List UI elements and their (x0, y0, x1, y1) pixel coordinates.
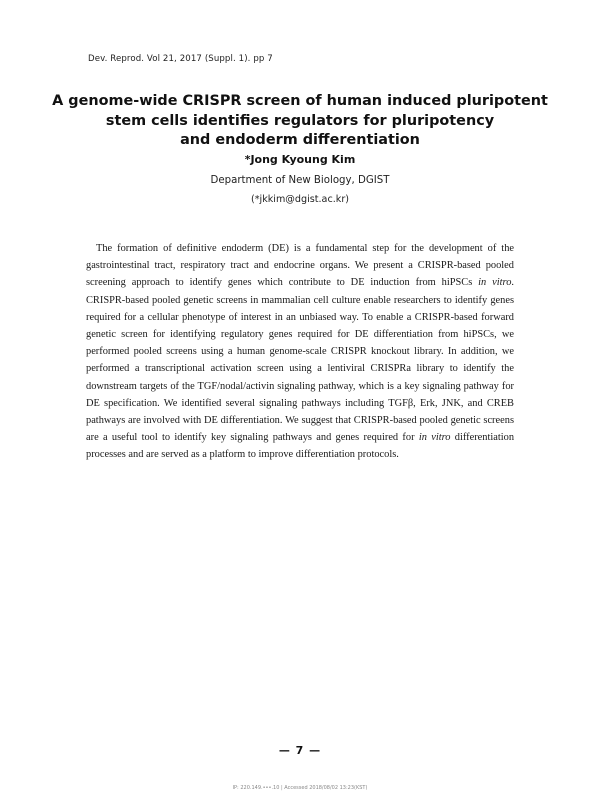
abstract-line: performed pooled screens using a human genome-scale CRISPR knockout library. In addition, we (86, 346, 514, 358)
author-email: (*jkkim@dgist.ac.kr) (250, 194, 350, 205)
author-affiliation: Department of New Biology, DGIST (210, 175, 390, 186)
abstract-line: genetic screen for identifying regulatory genes required for DE differentiation from hiPSCs, we (86, 328, 514, 340)
title-line: A genome-wide CRISPR screen of human induced pluripotent (52, 93, 548, 109)
journal-header: Dev. Reprod. Vol 21, 2017 (Suppl. 1). pp 7 (88, 54, 273, 64)
abstract-line: DE specification. We identified several signaling pathways including TGFβ, Erk, JNK, and CREB (86, 397, 514, 409)
abstract-line: screening approach to identify genes which contribute to DE induction from hiPSCs in vitro. (86, 277, 514, 289)
abstract-line: The formation of definitive endoderm (DE) is a fundamental step for the development of the (96, 243, 514, 254)
abstract-line: processes and are served as a platform to improve differentiation protocols. (86, 449, 399, 461)
paper-title (40, 92, 560, 151)
abstract-line: CRISPR-based pooled genetic screens in mammalian cell culture enable researchers to identify genes (86, 294, 514, 306)
abstract-line: gastrointestinal tract, respiratory tract and endocrine organs. We present a CRISPR-based pooled (86, 260, 514, 272)
abstract-line: downstream targets of the TGF/nodal/activin signaling pathway, which is a key signaling pathway for (86, 380, 514, 392)
abstract-line: pathways are involved with DE differentiation. We suggest that CRISPR-based pooled genetic screens (86, 414, 514, 426)
abstract-body (86, 240, 514, 463)
abstract-line: are a useful tool to identify key signaling pathways and genes required for in vitro differentiation (86, 432, 515, 444)
author-name: *Jong Kyoung Kim (244, 153, 356, 166)
title-line: stem cells identifies regulators for pluripotency (105, 112, 495, 129)
title-line: and endoderm differentiation (180, 132, 420, 148)
page-number: — 7 — (278, 744, 322, 757)
access-stamp: IP: 220.149.•••.10 | Accessed 2018/08/02 13:23(KST) (232, 785, 368, 791)
abstract-line: performed a transcriptional activation screen using a lentiviral CRISPRa library to identify the (86, 363, 514, 375)
abstract-line: required for a cellular phenotype of interest in an unbiased way. To enable a CRISPR-based forward (86, 311, 514, 323)
